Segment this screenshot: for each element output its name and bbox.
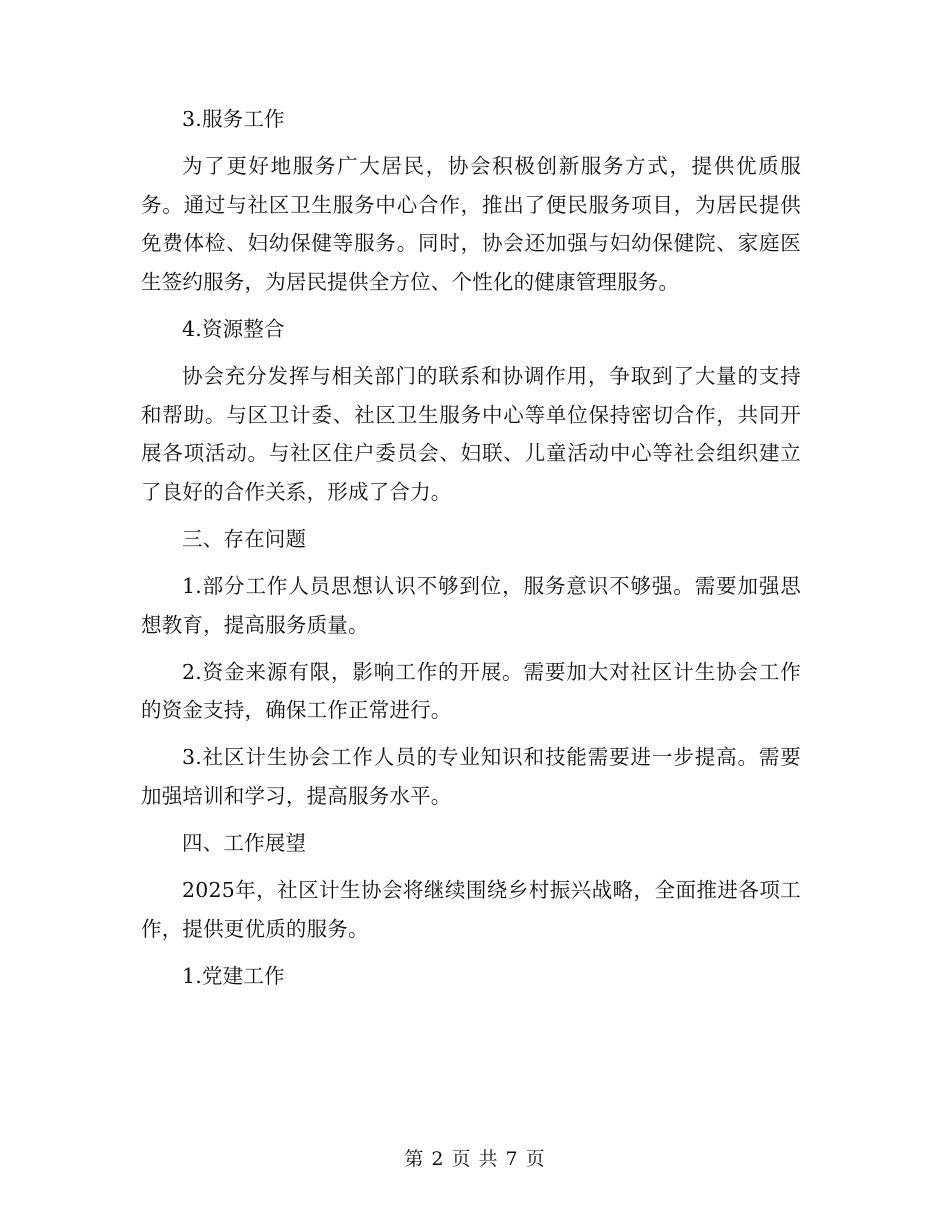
- subheading-party-building: 1.党建工作: [182, 963, 285, 988]
- section-heading-outlook: 四、工作展望: [182, 831, 307, 856]
- problem-item-1: 1.部分工作人员思想认识不够到位，服务意识不够强。需要加强思想教育，提高服务质量。: [141, 574, 801, 637]
- page-footer: [0, 1145, 950, 1173]
- problem-item-3: 3.社区计生协会工作人员的专业知识和技能需要进一步提高。需要加强培训和学习，提高服务水平。: [141, 745, 801, 808]
- problem-item-2: 2.资金来源有限，影响工作的开展。需要加大对社区计生协会工作的资金支持，确保工作正常进行。: [141, 659, 801, 723]
- subheading-resource-integration: 4.资源整合: [182, 316, 285, 341]
- section-heading-problems: 三、存在问题: [182, 526, 307, 551]
- document-body: [141, 100, 801, 995]
- paragraph-resource-integration: 协会充分发挥与相关部门的联系和协调作用，争取到了大量的支持和帮助。与区卫计委、社区卫生服务中心等单位保持密切合作，共同开展各项活动。与社区住户委员会、妇联、儿童活动中心等社会组织建立了良好的合作关系，形成了合力。: [141, 364, 801, 504]
- paragraph-outlook: 2025年，社区计生协会将继续围绕乡村振兴战略，全面推进各项工作，提供更优质的服务。: [141, 878, 801, 941]
- paragraph-service-work: 为了更好地服务广大居民，协会积极创新服务方式，提供优质服务。通过与社区卫生服务中心合作，推出了便民服务项目，为居民提供免费体检、妇幼保健等服务。同时，协会还加强与妇幼保健院、家庭医生签约服务，为居民提供全方位、个性化的健康管理服务。: [141, 154, 801, 294]
- subheading-service-work: 3.服务工作: [182, 107, 285, 131]
- page-number: 第 2 页 共 7 页: [404, 1148, 546, 1170]
